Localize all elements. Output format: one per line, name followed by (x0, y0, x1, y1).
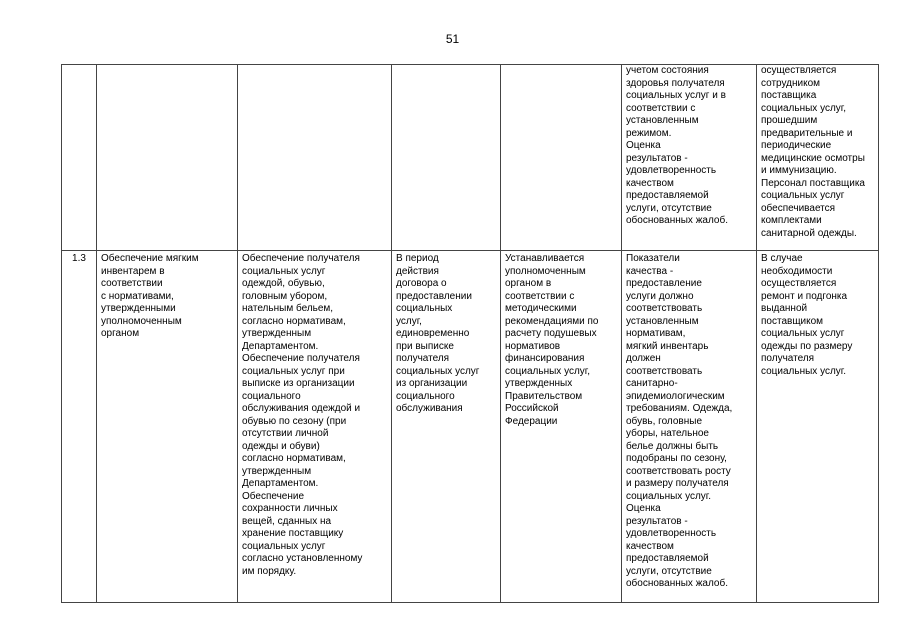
page-number: 51 (445, 32, 460, 46)
table-row (62, 251, 879, 603)
cell-quality-indicators: Показатели качества - предоставление услуги должно соответствовать установленным нормативам, мягкий инвентарь должен соответствовать санитарно- эпидемиологическим требованиям. Одежда, обувь, головные уборы, нательное белье должны быть подобраны по сезону, соответствовать росту и размеру получателя социальных услуг. Оценка результатов - удовлетворенность качеством предоставляемой услуги, отсутствие обоснованных жалоб. (622, 251, 757, 603)
cell-service-conditions: осуществляется сотрудником поставщика социальных услуг, прошедшим предварительные и периодические медицинские осмотры и иммунизацию. Персонал поставщика социальных услуг обеспечивается комплектами санитарной одежды. (757, 65, 879, 251)
cell-service-description: Обеспечение получателя социальных услуг одеждой, обувью, головным убором, нательным бельем, согласно нормативам, утвержденным Департаментом. Обеспечение получателя социальных услуг при выписке из организации социального обслуживания одеждой и обувью по сезону (при отсутствии личной одежды и обуви) согласно нормативам, утвержденным Департаментом. Обеспечение сохранности личных вещей, сданных на хранение поставщику социальных услуг согласно установленному им порядку. (238, 251, 392, 603)
services-table (61, 64, 879, 603)
cell-number: 1.3 (62, 251, 97, 603)
cell-service-conditions: В случае необходимости осуществляется ремонт и подгонка выданной поставщиком социальных услуг одежды по размеру получателя социальных услуг. (757, 251, 879, 603)
cell-service-standard: Устанавливается уполномоченным органом в соответствии с методическими рекомендациями по расчету подушевых нормативов финансирования социальных услуг, утвержденных Правительством Российской Федерации (501, 251, 622, 603)
cell-service-term: В период действия договора о предоставлении социальных услуг, единовременно при выписке получателя социальных услуг из организации социального обслуживания (392, 251, 501, 603)
cell-service-name (97, 65, 238, 251)
cell-service-standard (501, 65, 622, 251)
cell-service-term (392, 65, 501, 251)
cell-service-description (238, 65, 392, 251)
cell-number (62, 65, 97, 251)
table-row (62, 65, 879, 251)
cell-quality-indicators: учетом состояния здоровья получателя социальных услуг и в соответствии с установленным режимом. Оценка результатов - удовлетворенность качеством предоставляемой услуги, отсутствие обоснованных жалоб. (622, 65, 757, 251)
cell-service-name: Обеспечение мягким инвентарем в соответствии с нормативами, утвержденными уполномоченным органом (97, 251, 238, 603)
